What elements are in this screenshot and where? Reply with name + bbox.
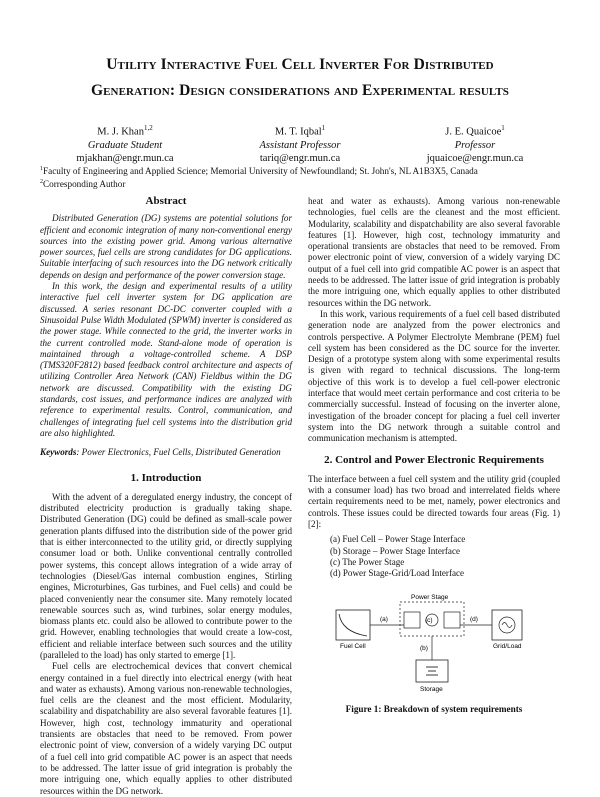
inverter-block-icon: [444, 612, 460, 628]
author-email: jquaicoe@engr.mun.ca: [426, 152, 524, 164]
paper-title: [40, 52, 560, 104]
label-a: (a): [380, 615, 388, 623]
author-name: J. E. Quaicoe: [445, 126, 502, 138]
list-item: (c) The Power Stage: [330, 556, 405, 567]
figure-caption: Figure 1: Breakdown of system requirements: [345, 703, 523, 714]
author-role: Professor: [454, 139, 496, 151]
system-diagram: [308, 588, 560, 698]
intro-paragraph-2: Fuel cells are electrochemical devices that convert chemical energy contained in a fuel directly into electrical energy (with heat and water as exhausts). Among various non-renewable technologies, fuel cells are the cleanest and the most efficient. Modularity, scalability and dispatchability are also several favorable features [1]. However, high cost, technology immaturity and operational transients are obstacles that need to be removed. From power electronic point of view, conversion of a widely varying DC output of a fuel cell into grid compatible AC power is an aspect that needs to be addressed. The latter issue of grid integration is probably the more intriguing one, which equally applies to other distributed resources within the DG network.: [40, 661, 292, 796]
list-item: (a) Fuel Cell – Power Stage Interface: [330, 534, 466, 545]
author-sup: 1: [501, 124, 505, 132]
author-email: mjakhan@engr.mun.ca: [76, 152, 174, 164]
affiliation-1: $^1$Faculty of Engineering and Applied Science; Memorial University of Newfoundland; St. John's, NL A1B3X5, Canada: [40, 166, 478, 177]
dc-dc-block-icon: [404, 612, 420, 628]
abstract-paragraph-1: Distributed Generation (DG) systems are potential solutions for efficient and economic integration of many non-conventional energy sources into the existing power grid. Among various alternative power sources, fuel cells are strong candidates for DG applications. Suitable interfacing of such resources into the DG network critically depends on design and performance of the power conversion stage.: [40, 213, 292, 280]
abstract-paragraph-2: In this work, the design and experimental results of a utility interactive fuel cell inverter system for DG application are discussed. A series resonant DC-DC converter coupled with a Sinusoidal Pulse Width Modulated (SPWM) inverter is considered as the power stage. While connected to the grid, the inverter works in the current controlled mode. Stand-alone mode of operation is maintained through a voltage-controlled scheme. A DSP (TMS320F2812) based feedback control architecture and aspects of utilizing Controller Area Network (CAN) Fieldbus within the DG network are discussed. Compatibility with the existing DG standards, cost issues, and performance indices are analyzed with reference to experimental results. Control, communication, and challenges of integrating fuel cell systems into the distribution grid are also highlighted.: [40, 281, 292, 438]
section-2-heading: 2. Control and Power Electronic Requirements: [324, 453, 544, 466]
author-role: Assistant Professor: [259, 139, 341, 151]
storage-label: Storage: [420, 685, 443, 693]
intro-paragraph-1: With the advent of a deregulated energy industry, the concept of distributed electricity production is gradually taking shape. Distributed Generation (DG) could be defined as small-scale power generation plants diffused into the distribution side of the power grid that is either interconnected to the utility grid, or directly supplying consumer load or both. Unlike conventional centrally controlled power systems, this concept allows integration of a wide array of technologies (Diesel/Gas internal combustion engines, Stirling engines, Microturbines, Gas turbines, and Fuel cells) and could be placed conveniently near the consumer site. Many remotely located renewable sources such as, wind turbines, solar energy modules, biomass plants etc. could also be allowed to contribute power to the grid. However, enabling technologies that would create a low-cost, efficient and reliable interface between such sources and the utility (paralleled to the load) has only started to emerge [1].: [40, 491, 292, 660]
label-d: (d): [470, 615, 478, 623]
keywords-text: : Power Electronics, Fuel Cells, Distributed Generation: [76, 447, 281, 458]
intro-paragraph-2-continued: heat and water as exhausts). Among various non-renewable technologies, fuel cells are the cleanest and the most efficient. Modularity, scalability and dispatchability are also several favorable features [1]. However, high cost, technology immaturity and operational transients are obstacles that need to be removed. From power electronic point of view, conversion of a widely varying DC output of a fuel cell into grid compatible AC power is an aspect that needs to be addressed. The latter issue of grid integration is probably the more intriguing one, which equally applies to other distributed resources within the DG network.: [308, 196, 560, 308]
title-line-2: Generation: Design considerations and Experimental results: [90, 82, 510, 99]
keywords-label: Keywords: [40, 447, 77, 458]
left-column: [40, 195, 292, 796]
list-item: (b) Storage – Power Stage Interface: [330, 545, 461, 556]
author-email: tariq@engr.mun.ca: [259, 152, 341, 164]
author-name: M. T. Iqbal: [274, 126, 322, 138]
section-2-paragraph: The interface between a fuel cell system and the utility grid (coupled with a consumer load) has two broad and interrelated fields where certain requirements need to be met, namely, power electronics and controls. These issues could be directed towards four areas (Fig. 1) [2]:: [308, 473, 560, 530]
abstract-heading: Abstract: [145, 195, 187, 207]
author-sup: 1: [321, 124, 326, 132]
author-sup: 1,2: [143, 124, 153, 132]
affiliations: [40, 164, 570, 190]
requirements-list: [308, 534, 560, 579]
power-stage-label: Power Stage: [411, 593, 449, 601]
keywords: [40, 447, 292, 458]
label-c: (c): [425, 616, 433, 624]
author-1: [40, 122, 210, 165]
author-2: [215, 122, 385, 165]
fuel-cell-label: Fuel Cell: [340, 642, 366, 650]
intro-paragraph-3: In this work, various requirements of a fuel cell based distributed generation node are analyzed from the power electronics and controls perspective. A Polymer Electrolyte Membrane (PEM) fuel cell system has been considered as the DC source for the inverter. Design of a prototype system along with some experimental results is given with regard to technical discussions. The long-term objective of this work is to develop a fuel cell-power electronic interface that would meet certain performance and cost criteria to be commercially successful. Instead of focusing on the inverter alone, investigation of the broader concept for placing a fuel cell inverter system into the DG network through a suitable control and communication mechanism is attempted.: [308, 308, 560, 444]
label-b: (b): [420, 644, 428, 652]
author-name: M. J. Khan: [97, 126, 144, 138]
grid-load-label: Grid/Load: [493, 642, 522, 650]
right-column: [308, 196, 560, 715]
figure-1: [308, 588, 560, 698]
affiliation-2: $^2$Corresponding Author: [40, 179, 126, 190]
list-item: (d) Power Stage-Grid/Load Interface: [330, 568, 465, 579]
author-role: Graduate Student: [87, 139, 163, 151]
title-line-1: Utility Interactive Fuel Cell Inverter For Distributed: [106, 56, 494, 73]
intro-heading: 1. Introduction: [130, 471, 202, 484]
author-3: [390, 122, 560, 165]
